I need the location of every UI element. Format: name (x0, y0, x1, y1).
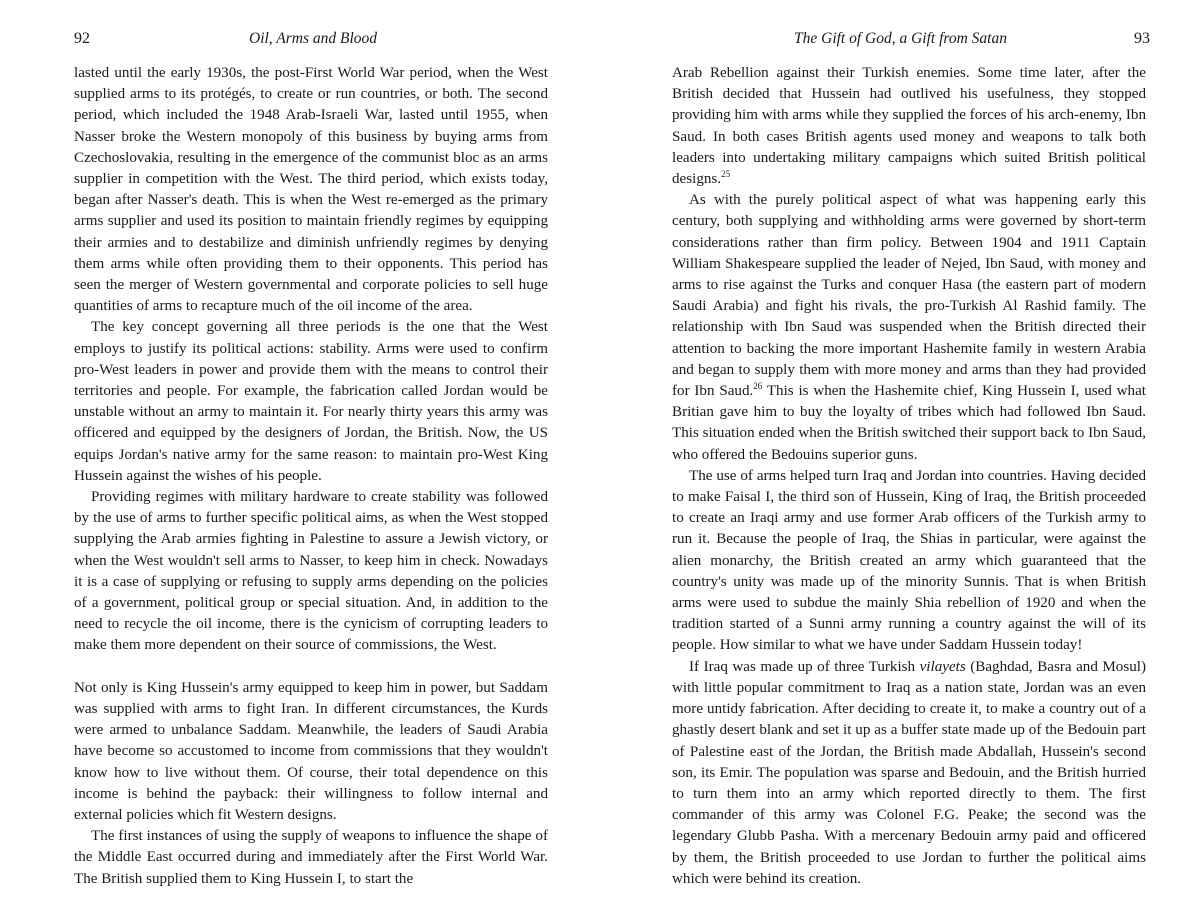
italic-term: vilayets (919, 658, 966, 675)
paragraph-text: As with the purely political aspect of what was happening early this century, both supplying and withholding arms were governed by short-term considerations rather than firm policy. Between 1904 and 1911 Captain William Shakespeare supplied the leader of Nejed, Ibn Saud, with money and arms to rise against the Turks and conquer Hasa (the eastern part of modern Saudi Arabia) and fight his rivals, the pro-Turkish Al Rashid family. The relationship with Ibn Saud was suspended when the British directed their attention to backing the more important Hashemite family in western Arabia and began to supply them with more money and arms than they had provided for Ibn Saud. (672, 192, 1146, 400)
paragraph (672, 657, 1146, 890)
paragraph: Providing regimes with military hardware to create stability was followed by the use of arms to further specific political aims, as when the West stopped supplying the Arab armies fighting in Palestine to assure a Jewish victory, or when the West wouldn't sell arms to Nasser, to keep him in check. Nowadays it is a case of supplying or refusing to supply arms depending on the policies of a government, political group or special situation. And, in addition to the need to recycle the oil income, there is the cynicism of corrupting leaders to make them more dependent on their source of commissions, the West. (74, 489, 548, 654)
paragraph-text: Arab Rebellion against their Turkish enemies. Some time later, after the British decided that Hussein had outlived his usefulness, they stopped providing him with arms while they supplied the forces of his arch-enemy, Ibn Saud. In both cases British agents used money and weapons to talk both leaders into undertaking military campaigns which suited British political designs. (672, 65, 1146, 188)
left-running-head (74, 30, 548, 52)
footnote-reference: 25 (721, 169, 731, 180)
left-page-body (74, 63, 548, 890)
paragraph: The first instances of using the supply of weapons to influence the shape of the Middle East occurred during and immediately after the First World War. The British supplied them to King Hussein I, to start the (74, 828, 548, 887)
paragraph: lasted until the early 1930s, the post-First World War period, when the West supplied arms to its protégés, to create or run countries, or both. The second period, which included the 1948 Arab-Israeli War, lasted until 1955, when Nasser broke the Western monopoly of this business by buying arms from Czechoslovakia, resulting in the emergence of the communist bloc as an arms supplier in competition with the West. The third period, which exists today, began after Nasser's death. This is when the West re-emerged as the primary arms supplier and used its position to maintain friendly regimes by equipping their armies and to destabilize and diminish unfriendly regimes by denying them arms while often providing them to their opponents. This period has seen the merger of Western governmental and corporate policies to sell huge quantities of arms to recapture much of the oil income of the area. (74, 65, 548, 315)
paragraph (672, 63, 1146, 190)
right-running-title: The Gift of God, a Gift from Satan (794, 30, 1007, 47)
paragraph-text-continued: (Baghdad, Basra and Mosul) with little popular commitment to Iraq as a nation state, Jordan was an even more untidy fabrication. After deciding to create it, to make a country out of a ghastly desert blank and set it up as a buffer state made up of the Bedouin part of Palestine east of the Jordan, the British made Abdallah, Hussein's second son, its Emir. The population was sparse and Bedouin, and the British hurried to turn them into an army which reported directly to them. The first commander of this army was Colonel F.G. Peake; the second was the legendary Glubb Pasha. With a mercenary Bedouin army paid and officered by them, the British proceeded to use Jordan to further the political aims which were behind its creation. (672, 658, 1146, 887)
footnote-reference: 26 (753, 381, 763, 392)
paragraph-text-continued: This is when the Hashemite chief, King Hussein I, used what Britian gave him to buy the loyalty of tribes which had followed Ibn Saud. This situation ended when the British switched their support back to Ibn Saud, who offered the Bedouins superior guns. (672, 383, 1146, 463)
right-page-body (672, 63, 1146, 890)
paragraph: The key concept governing all three periods is the one that the West employs to justify its political actions: stability. Arms were used to confirm pro-West leaders in power and provide them with the means to control their territories and people. For example, the fabrication called Jordan would be unstable without an army to maintain it. For nearly thirty years this army was officered and equipped by the designers of Jordan, the British. Now, the US equips Jordan's native army for the same reason: to maintain pro-West King Hussein against the wishes of his people. (74, 319, 548, 484)
paragraph (672, 190, 1146, 466)
right-page-number: 93 (1134, 30, 1150, 47)
left-page-number: 92 (74, 30, 90, 47)
right-running-head (672, 30, 1150, 52)
paragraph: The use of arms helped turn Iraq and Jordan into countries. Having decided to make Faisal I, the third son of Hussein, King of Iraq, the British proceeded to create an Iraqi army and use former Arab officers of the Turkish army to run it. Because the people of Iraq, the Shias in particular, were against the alien monarchy, the British created an army which guaranteed that the country's unity was made up of the minority Sunnis. That is when British arms were used to subdue the mainly Shia rebellion of 1920 and when the tradition started of a Sunni army running a country against the will of its people. How similar to what we have under Saddam Hussein today! (672, 467, 1146, 654)
paragraph-text: If Iraq was made up of three Turkish (689, 658, 920, 675)
left-running-title: Oil, Arms and Blood (249, 30, 378, 47)
paragraph: Not only is King Hussein's army equipped to keep him in power, but Saddam was supplied with arms to fight Iran. In different circumstances, the Kurds were armed to unbalance Saddam. Meanwhile, the leaders of Saudi Arabia have become so accustomed to income from commissions that they wouldn't know how to live without them. Of course, their total dependence on this income is behind the payback: their willingness to follow internal and external policies which fit Western designs. (74, 679, 548, 823)
